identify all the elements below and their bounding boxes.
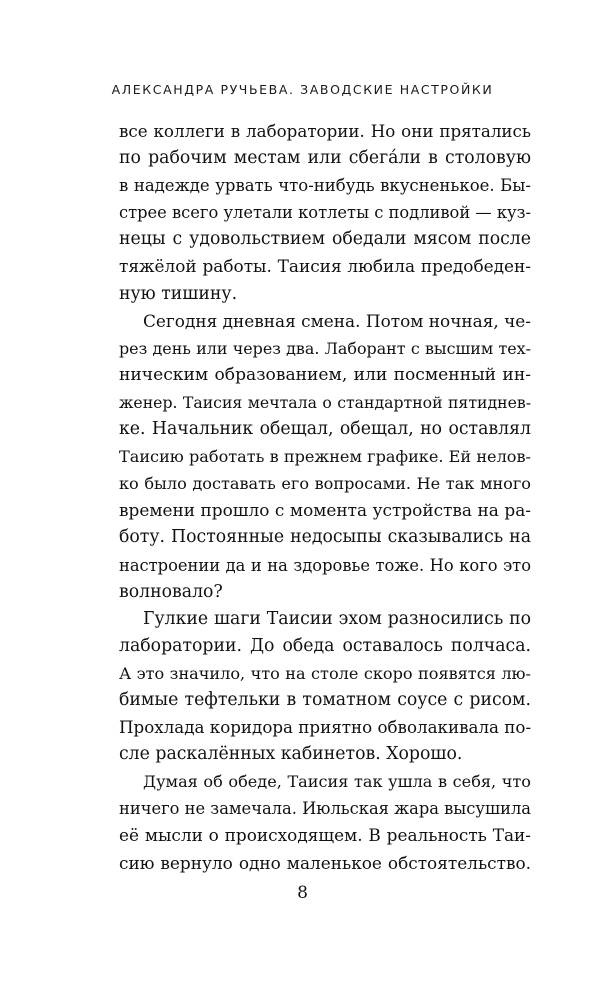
- text-line: ке. Начальник обещал, обещал, но оставлял: [119, 419, 531, 440]
- text-line: Таисию работать в прежнем графике. Ей нелов-: [119, 447, 531, 467]
- text-line: рез день или через два. Лаборант с высшим тех-: [119, 338, 531, 358]
- text-line: ко было доставать его вопросами. Не так много: [119, 474, 531, 494]
- text-line: тяжёлой работы. Таисия любила предобеден-: [119, 256, 531, 277]
- text-line: настроении да и на здоровье тоже. Но кого это: [119, 555, 531, 575]
- text-line: лаборатории. До обеда оставалось полчаса.: [119, 635, 531, 656]
- text-line: её мысли о происходящем. В реальность Таи-: [119, 825, 531, 846]
- text-line: Прохлада коридора приятно обволакивала по-: [119, 717, 532, 738]
- text-line: нецы с удовольствием обедали мясом после: [119, 229, 531, 250]
- body-text: [119, 118, 531, 877]
- text-line: волновало?: [119, 581, 223, 602]
- text-line: времени прошло с момента устройства на ра-: [119, 500, 531, 521]
- text-line: Сегодня дневная смена. Потом ночная, че-: [143, 310, 531, 331]
- text-line: ническим образованием, или посменный ин-: [119, 364, 531, 385]
- text-line: в надежде урвать что-нибудь вкусненькое. Бы-: [119, 176, 531, 196]
- text-line: женер. Таисия мечтала о стандартной пятиднев-: [119, 392, 531, 412]
- text-line: ничего не замечала. Июльская жара высушила: [119, 799, 531, 819]
- text-line: стрее всего улетали котлеты с подливой — куз-: [119, 203, 531, 223]
- text-line: все коллеги в лаборатории. Но они прятались: [119, 121, 531, 141]
- text-line: бимые тефтельки в томатном соусе с рисом.: [119, 689, 531, 710]
- text-line: Думая об обеде, Таисия так ушла в себя, что: [143, 772, 531, 792]
- page-number: 8: [297, 883, 308, 903]
- text-line: боту. Постоянные недосыпы сказывались на: [119, 527, 531, 548]
- text-line: сию вернуло одно маленькое обстоятельство.: [119, 852, 531, 873]
- text-line: А это значило, что на столе скоро появятся лю-: [119, 663, 531, 683]
- text-line: сле раскалённых кабинетов. Хорошо.: [119, 744, 463, 765]
- running-header: АЛЕКСАНДРА РУЧЬЕВА. ЗАВОДСКИЕ НАСТРОЙКИ: [111, 82, 494, 97]
- text-line: по рабочим местам или сбегáли в столовую: [119, 148, 531, 169]
- text-line: Гулкие шаги Таисии эхом разносились по: [143, 608, 531, 629]
- text-line: ную тишину.: [119, 283, 238, 304]
